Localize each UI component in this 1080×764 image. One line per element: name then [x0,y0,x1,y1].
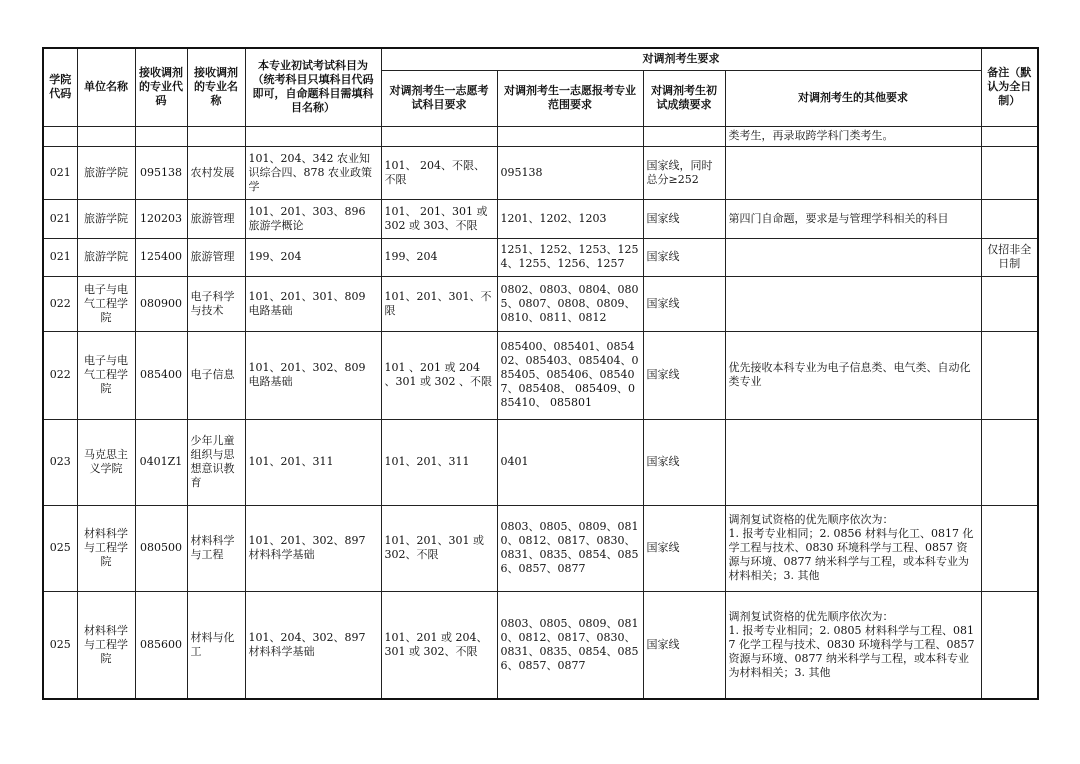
table-row [43,126,1038,146]
cell-req-scope: 095138 [497,146,643,199]
cell-req-scope: 0803、0805、0809、0810、0812、0817、0830、0831、0835、0854、0856、0857、0877 [497,505,643,591]
cell-major-name: 旅游管理 [187,199,245,238]
cell-req-subjects: 101、 204、不限、不限 [381,146,497,199]
cell-exam-subjects: 101、201、311 [245,419,381,505]
cell-req-other: 调剂复试资格的优先顺序依次为： 1. 报考专业相同；2. 0856 材料与化工、0817 化学工程与技术、0830 环境科学与工程、0857 资源与环境、0877 纳米科学与工程，或本科专业为材料相关；3. 其他 [725,505,981,591]
cell-req-subjects: 101、 201、301 或 302 或 303、不限 [381,199,497,238]
table-row [43,146,1038,199]
cell-req-score: 国家线 [643,505,725,591]
cell-college-code: 025 [43,505,77,591]
cell-exam-subjects: 101、201、301、809 电路基础 [245,276,381,331]
cell-remark [981,126,1038,146]
cell-unit-name: 材料科学与工程学院 [77,591,135,699]
table-row [43,505,1038,591]
cell-unit-name: 电子与电气工程学院 [77,331,135,419]
cell-req-scope [497,126,643,146]
cell-college-code: 021 [43,238,77,276]
cell-req-scope: 0803、0805、0809、0810、0812、0817、0830、0831、0835、0854、0856、0857、0877 [497,591,643,699]
cell-req-score: 国家线 [643,276,725,331]
cell-req-scope: 0802、0803、0804、0805、0807、0808、0809、0810、0811、0812 [497,276,643,331]
cell-unit-name: 旅游学院 [77,146,135,199]
admission-table [42,47,1039,700]
cell-exam-subjects: 101、204、342 农业知识综合四、878 农业政策学 [245,146,381,199]
cell-req-score [643,126,725,146]
header-remark: 备注（默认为全日制） [981,48,1038,126]
cell-major-code: 080500 [135,505,187,591]
cell-exam-subjects: 199、204 [245,238,381,276]
cell-remark [981,591,1038,699]
cell-major-name: 材料科学与工程 [187,505,245,591]
cell-major-code: 080900 [135,276,187,331]
cell-major-name: 农村发展 [187,146,245,199]
cell-major-code: 085400 [135,331,187,419]
cell-req-other: 优先接收本科专业为电子信息类、电气类、自动化类专业 [725,331,981,419]
header-unit-name: 单位名称 [77,48,135,126]
cell-unit-name: 电子与电气工程学院 [77,276,135,331]
cell-req-score: 国家线 [643,199,725,238]
cell-exam-subjects: 101、204、302、897 材料科学基础 [245,591,381,699]
cell-req-scope: 0401 [497,419,643,505]
cell-unit-name: 旅游学院 [77,238,135,276]
cell-major-code: 125400 [135,238,187,276]
cell-college-code: 023 [43,419,77,505]
cell-remark [981,331,1038,419]
cell-req-other: 类考生，再录取跨学科门类考生。 [725,126,981,146]
cell-major-code: 095138 [135,146,187,199]
cell-exam-subjects [245,126,381,146]
cell-req-score: 国家线 [643,238,725,276]
cell-req-subjects: 199、204 [381,238,497,276]
cell-req-scope: 1201、1202、1203 [497,199,643,238]
header-req-scope: 对调剂考生一志愿报考专业范围要求 [497,70,643,126]
cell-req-score: 国家线 [643,591,725,699]
cell-req-subjects: 101、201、311 [381,419,497,505]
cell-req-score: 国家线 [643,331,725,419]
cell-college-code: 021 [43,199,77,238]
cell-req-score: 国家线 [643,419,725,505]
cell-req-other [725,419,981,505]
cell-major-name: 电子科学与技术 [187,276,245,331]
header-major-code: 接收调剂的专业代码 [135,48,187,126]
cell-major-code [135,126,187,146]
header-req-subjects: 对调剂考生一志愿考试科目要求 [381,70,497,126]
cell-req-subjects: 101、201、301、不限 [381,276,497,331]
cell-major-name: 电子信息 [187,331,245,419]
header-major-name: 接收调剂的专业名称 [187,48,245,126]
header-college-code: 学院代码 [43,48,77,126]
cell-college-code: 025 [43,591,77,699]
header-requirements-group: 对调剂考生要求 [381,48,981,70]
cell-req-other: 调剂复试资格的优先顺序依次为： 1. 报考专业相同；2. 0805 材料科学与工程、0817 化学工程与技术、0830 环境科学与工程、0857 资源与环境、0877 纳米科学与工程，或本科专业为材料相关；3. 其他 [725,591,981,699]
cell-college-code: 022 [43,331,77,419]
cell-major-code: 0401Z1 [135,419,187,505]
cell-req-other [725,146,981,199]
cell-req-other [725,276,981,331]
cell-unit-name [77,126,135,146]
cell-unit-name: 旅游学院 [77,199,135,238]
table-row [43,199,1038,238]
cell-req-subjects [381,126,497,146]
cell-remark: 仅招非全日制 [981,238,1038,276]
cell-req-subjects: 101 、201 或 204 、301 或 302 、不限 [381,331,497,419]
cell-req-scope: 1251、1252、1253、1254、1255、1256、1257 [497,238,643,276]
cell-exam-subjects: 101、201、302、809 电路基础 [245,331,381,419]
cell-major-name [187,126,245,146]
cell-req-scope: 085400、085401、085402、085403、085404、085405、085406、085407、085408、 085409、085410、 085801 [497,331,643,419]
cell-major-code: 085600 [135,591,187,699]
header-req-score: 对调剂考生初试成绩要求 [643,70,725,126]
table-row [43,419,1038,505]
table-row [43,238,1038,276]
table-row [43,331,1038,419]
cell-exam-subjects: 101、201、303、896 旅游学概论 [245,199,381,238]
cell-college-code [43,126,77,146]
cell-remark [981,419,1038,505]
cell-remark [981,276,1038,331]
table-row [43,591,1038,699]
cell-remark [981,505,1038,591]
cell-req-other [725,238,981,276]
cell-major-code: 120203 [135,199,187,238]
cell-req-other: 第四门自命题，要求是与管理学科相关的科目 [725,199,981,238]
cell-req-score: 国家线，同时总分≥252 [643,146,725,199]
cell-remark [981,199,1038,238]
cell-major-name: 少年儿童组织与思想意识教育 [187,419,245,505]
table-row [43,276,1038,331]
cell-unit-name: 材料科学与工程学院 [77,505,135,591]
cell-college-code: 022 [43,276,77,331]
header-exam-subjects: 本专业初试考试科目为（统考科目只填科目代码即可，自命题科目需填科目名称） [245,48,381,126]
cell-req-subjects: 101、201 或 204、301 或 302、不限 [381,591,497,699]
cell-req-subjects: 101、201、301 或 302、不限 [381,505,497,591]
cell-major-name: 材料与化工 [187,591,245,699]
header-req-other: 对调剂考生的其他要求 [725,70,981,126]
cell-unit-name: 马克思主义学院 [77,419,135,505]
cell-remark [981,146,1038,199]
cell-exam-subjects: 101、201、302、897 材料科学基础 [245,505,381,591]
cell-major-name: 旅游管理 [187,238,245,276]
cell-college-code: 021 [43,146,77,199]
